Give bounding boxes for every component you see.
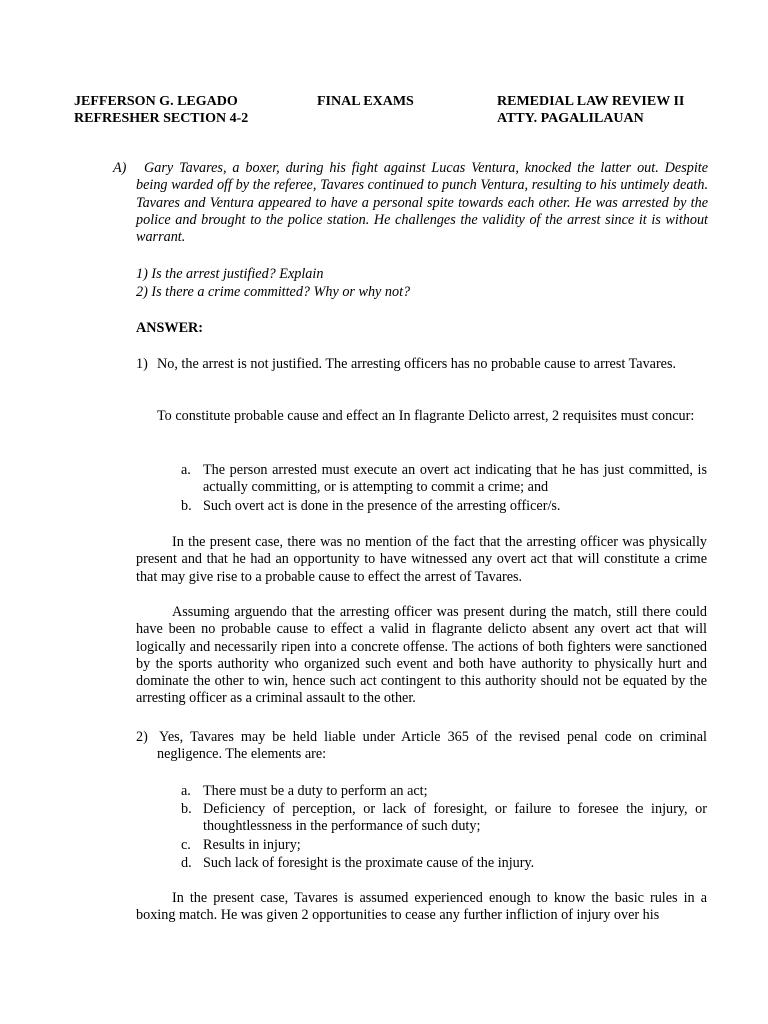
requisite-b-text: Such overt act is done in the presence of the arresting officer/s.	[203, 498, 561, 514]
element-b-marker: b.	[181, 801, 192, 817]
sub-question-2: 2) Is there a crime committed? Why or why not?	[136, 284, 411, 300]
answer-1-marker: 1)	[136, 356, 148, 372]
element-d-text: Such lack of foresight is the proximate cause of the injury.	[203, 855, 535, 871]
answer-2-text: Yes, Tavares may be held liable under Article 365 of the revised penal code on criminal negligence. The elements are:	[157, 729, 707, 763]
element-c-text: Results in injury;	[203, 837, 301, 853]
answer-2-paragraph: In the present case, Tavares is assumed experienced enough to know the basic rules in a boxing match. He was given 2 opportunities to cease any further infliction of injury over his	[136, 890, 707, 924]
element-d-marker: d.	[181, 855, 192, 871]
answer-1-text: No, the arrest is not justified. The arresting officers has no probable cause to arrest Tavares.	[157, 356, 677, 372]
requisite-a-text: The person arrested must execute an overt act indicating that he has just committed, is actually committing, or is attempting to commit a crime; and	[203, 462, 707, 496]
element-a-marker: a.	[181, 783, 191, 799]
section-label: REFRESHER SECTION 4-2	[74, 111, 249, 126]
answer-1-requisites-intro: To constitute probable cause and effect an In flagrante Delicto arrest, 2 requisites must concur:	[157, 408, 695, 424]
element-c-marker: c.	[181, 837, 191, 853]
question-marker: A)	[113, 160, 127, 176]
exam-title: FINAL EXAMS	[317, 94, 414, 109]
requisite-a-marker: a.	[181, 462, 191, 478]
instructor-name: ATTY. PAGALILAUAN	[497, 111, 644, 126]
answer-heading: ANSWER:	[136, 320, 204, 336]
course-title: REMEDIAL LAW REVIEW II	[497, 94, 685, 109]
element-a-text: There must be a duty to perform an act;	[203, 783, 428, 799]
answer-1-paragraph-4: Assuming arguendo that the arresting officer was present during the match, still there could have been no probable cause to effect a valid in flagrante delicto absent any overt act that will logically and necessarily ripen into a concrete offense. The actions of both fighters were sanctioned by the sports authority who organized such event and both have authority to physically hurt and dominate the other to win, hence such act contingent to this authority should not be equated by the arresting officer as a criminal assault to the other.	[136, 604, 707, 707]
answer-1-paragraph-3: In the present case, there was no mention of the fact that the arresting officer was physically present and that he had an opportunity to have witnessed any overt act that will constitute a crime that may give rise to a probable cause to effect the arrest of Tavares.	[136, 534, 707, 585]
requisite-b-marker: b.	[181, 498, 192, 514]
answer-2-marker: 2)	[136, 729, 148, 745]
sub-question-1: 1) Is the arrest justified? Explain	[136, 266, 324, 282]
question-text: Gary Tavares, a boxer, during his fight against Lucas Ventura, knocked the latter out. Despite being warded off by the referee, Tavares continued to punch Ventura, resulting to his untimely death. Tavares and Ventura appeared to have a personal spite towards each other. He was arrested by the police and brought to the police station. He challenges the validity of the arrest since it is without warrant.	[136, 160, 708, 246]
element-b-text: Deficiency of perception, or lack of foresight, or failure to foresee the injury, or thoughtlessness in the performance of such duty;	[203, 801, 707, 835]
student-name: JEFFERSON G. LEGADO	[74, 94, 238, 109]
